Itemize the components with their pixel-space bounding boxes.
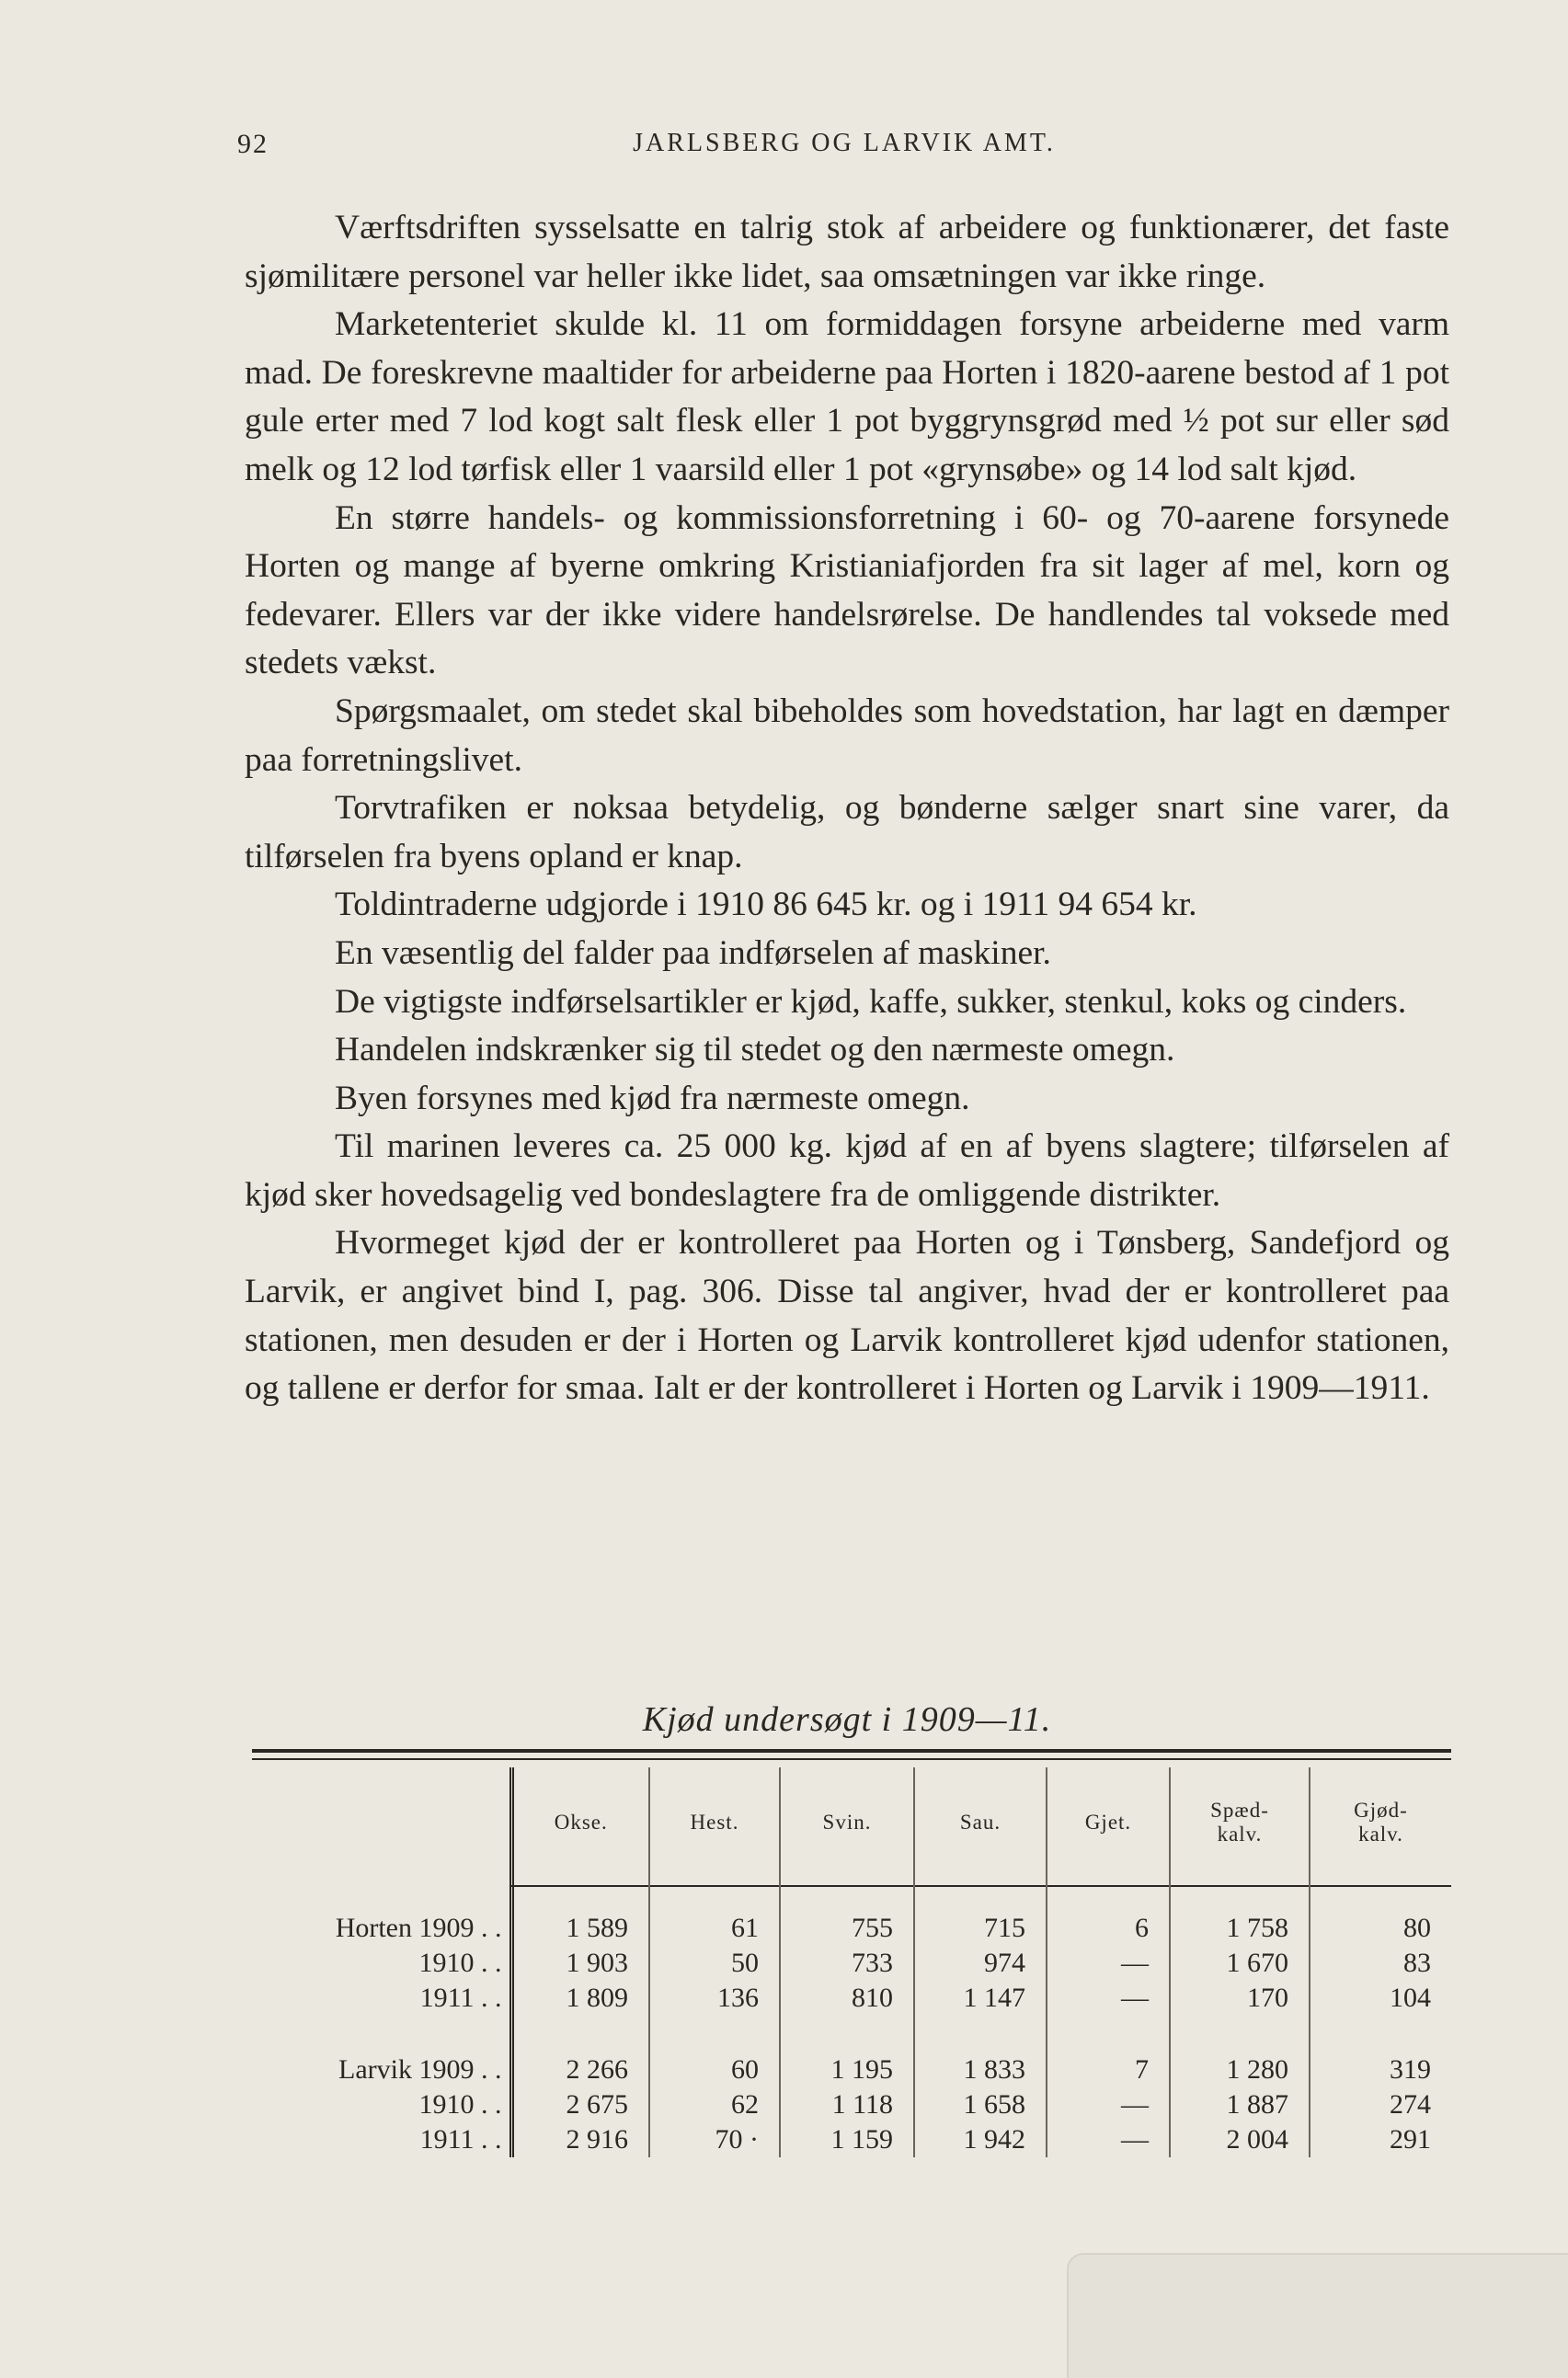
paragraph: Værftsdriften sysselsatte en talrig stok af arbeidere og funktionærer, det faste sjømilitære personel var heller ikke lidet, saa omsætningen var ikke ringe.	[245, 209, 1449, 295]
table-rule-top-thin	[252, 1758, 1451, 1760]
year-label: 1910 . .	[418, 2089, 502, 2120]
cell-hest: 62	[649, 2087, 780, 2122]
place-label: Larvik	[338, 2054, 412, 2085]
column-header: Okse.	[511, 1767, 649, 1878]
year-label: 1909 . .	[418, 1913, 502, 1943]
column-header: Sau.	[914, 1767, 1047, 1878]
cell-hest: 70 ·	[649, 2122, 780, 2157]
cell-gjodkalv: 274	[1310, 2087, 1451, 2122]
cell-hest: 136	[649, 1981, 780, 2016]
cell-sau: 1 833	[914, 2052, 1047, 2087]
cell-gjet: 7	[1047, 2052, 1170, 2087]
paragraph: Byen forsynes med kjød fra nærmeste omegn.	[335, 1079, 970, 1117]
cell-spaedkalv: 1 670	[1170, 1946, 1310, 1981]
paragraph: Til marinen leveres ca. 25 000 kg. kjød af en af byens slagtere; tilførselen af kjød sker hovedsagelig ved bondeslagtere fra de omliggende distrikter.	[245, 1127, 1449, 1214]
cell-sau: 974	[914, 1946, 1047, 1981]
year-label: 1910 . .	[418, 1948, 502, 1978]
body-text	[245, 204, 1449, 1413]
table-spacer-row	[252, 1878, 1451, 1911]
cell-okse: 1 809	[511, 1981, 649, 2016]
cell-spaedkalv: 2 004	[1170, 2122, 1310, 2157]
cell-gjodkalv: 319	[1310, 2052, 1451, 2087]
table-row	[252, 1981, 1451, 2016]
row-label	[252, 2122, 511, 2157]
cell-okse: 1 589	[511, 1911, 649, 1946]
cell-spaedkalv: 1 280	[1170, 2052, 1310, 2087]
paragraph: Torvtrafiken er noksaa betydelig, og bønderne sælger snart sine varer, da tilførselen fra byens opland er knap.	[245, 789, 1449, 875]
table-row	[252, 1946, 1451, 1981]
cell-hest: 61	[649, 1911, 780, 1946]
paragraph: En væsentlig del falder paa indførselen af maskiner.	[335, 933, 1051, 972]
year-label: 1911 . .	[419, 1983, 502, 2013]
cell-gjodkalv: 80	[1310, 1911, 1451, 1946]
cell-gjet: —	[1047, 1946, 1170, 1981]
cell-sau: 1 147	[914, 1981, 1047, 2016]
year-label: 1911 . .	[419, 2124, 502, 2155]
table-row	[252, 2087, 1451, 2122]
paragraph: Marketenteriet skulde kl. 11 om formiddagen forsyne arbeiderne med varm mad. De foreskrevne maaltider for arbeiderne paa Horten i 1820-aarene bestod af 1 pot gule erter med 7 lod kogt salt flesk eller 1 pot byggrynsgrød med ½ pot sur eller sød melk og 12 lod tørfisk eller 1 vaarsild eller 1 pot «grynsøbe» og 14 lod salt kjød.	[245, 305, 1449, 488]
cell-okse: 2 266	[511, 2052, 649, 2087]
paragraph: De vigtigste indførselsartikler er kjød, kaffe, sukker, stenkul, koks og cinders.	[335, 982, 1407, 1021]
column-header: Svin.	[780, 1767, 914, 1878]
cell-sau: 1 658	[914, 2087, 1047, 2122]
page-number: 92	[237, 129, 269, 159]
paragraph: Handelen indskrænker sig til stedet og den nærmeste omegn.	[335, 1031, 1175, 1069]
paragraph: Hvormeget kjød der er kontrolleret paa Horten og i Tønsberg, Sandefjord og Larvik, er angivet bind I, pag. 306. Disse tal angiver, hvad der er kontrolleret paa stationen, men desuden er der i Horten og Larvik kontrolleret kjød udenfor stationen, og tallene er derfor for smaa. Ialt er der kontrolleret i Horten og Larvik i 1909—1911.	[245, 1224, 1449, 1408]
header-corner	[252, 1767, 511, 1878]
row-label	[252, 1911, 511, 1946]
column-header: Hest.	[649, 1767, 780, 1878]
cell-gjet: —	[1047, 2122, 1170, 2157]
cell-okse: 1 903	[511, 1946, 649, 1981]
cell-svin: 1 159	[780, 2122, 914, 2157]
cell-gjet: 6	[1047, 1911, 1170, 1946]
cell-svin: 1 118	[780, 2087, 914, 2122]
table-row	[252, 2122, 1451, 2157]
cell-spaedkalv: 170	[1170, 1981, 1310, 2016]
cell-okse: 2 675	[511, 2087, 649, 2122]
year-label: 1909 . .	[418, 2054, 502, 2085]
cell-gjet: —	[1047, 1981, 1170, 2016]
cell-okse: 2 916	[511, 2122, 649, 2157]
row-label	[252, 2052, 511, 2087]
data-table	[252, 1767, 1451, 2157]
cell-gjodkalv: 104	[1310, 1981, 1451, 2016]
cell-hest: 50	[649, 1946, 780, 1981]
cell-svin: 733	[780, 1946, 914, 1981]
table-title: Kjød undersøgt i 1909—11.	[642, 1700, 1052, 1739]
table-row	[252, 2052, 1451, 2087]
cell-sau: 715	[914, 1911, 1047, 1946]
page-header	[237, 129, 1451, 166]
cell-spaedkalv: 1 758	[1170, 1911, 1310, 1946]
column-header: Gjød- kalv.	[1310, 1767, 1451, 1878]
running-title: JARLSBERG OG LARVIK AMT.	[633, 129, 1056, 157]
cell-sau: 1 942	[914, 2122, 1047, 2157]
column-header: Gjet.	[1047, 1767, 1170, 1878]
table-rule-top	[252, 1749, 1451, 1753]
paragraph: Toldintraderne udgjorde i 1910 86 645 kr. og i 1911 94 654 kr.	[335, 886, 1197, 924]
table-spacer-row	[252, 2016, 1451, 2052]
row-label	[252, 2087, 511, 2122]
cell-gjodkalv: 83	[1310, 1946, 1451, 1981]
cell-svin: 810	[780, 1981, 914, 2016]
paragraph: Spørgsmaalet, om stedet skal bibeholdes som hovedstation, har lagt en dæmper paa forretningslivet.	[245, 692, 1449, 779]
column-header: Spæd- kalv.	[1170, 1767, 1310, 1878]
cell-hest: 60	[649, 2052, 780, 2087]
row-label	[252, 1981, 511, 2016]
cell-svin: 755	[780, 1911, 914, 1946]
table-row	[252, 1911, 1451, 1946]
cell-spaedkalv: 1 887	[1170, 2087, 1310, 2122]
place-label: Horten	[335, 1913, 412, 1943]
cell-gjodkalv: 291	[1310, 2122, 1451, 2157]
page-edge-shadow	[1067, 2253, 1568, 2378]
cell-gjet: —	[1047, 2087, 1170, 2122]
cell-svin: 1 195	[780, 2052, 914, 2087]
paragraph: En større handels- og kommissionsforretning i 60- og 70-aarene forsynede Horten og mange af byerne omkring Kristianiafjorden fra sit lager af mel, korn og fedevarer. Ellers var der ikke videre handelsrørelse. De handlendes tal voksede med stedets vækst.	[245, 498, 1449, 682]
row-label	[252, 1946, 511, 1981]
